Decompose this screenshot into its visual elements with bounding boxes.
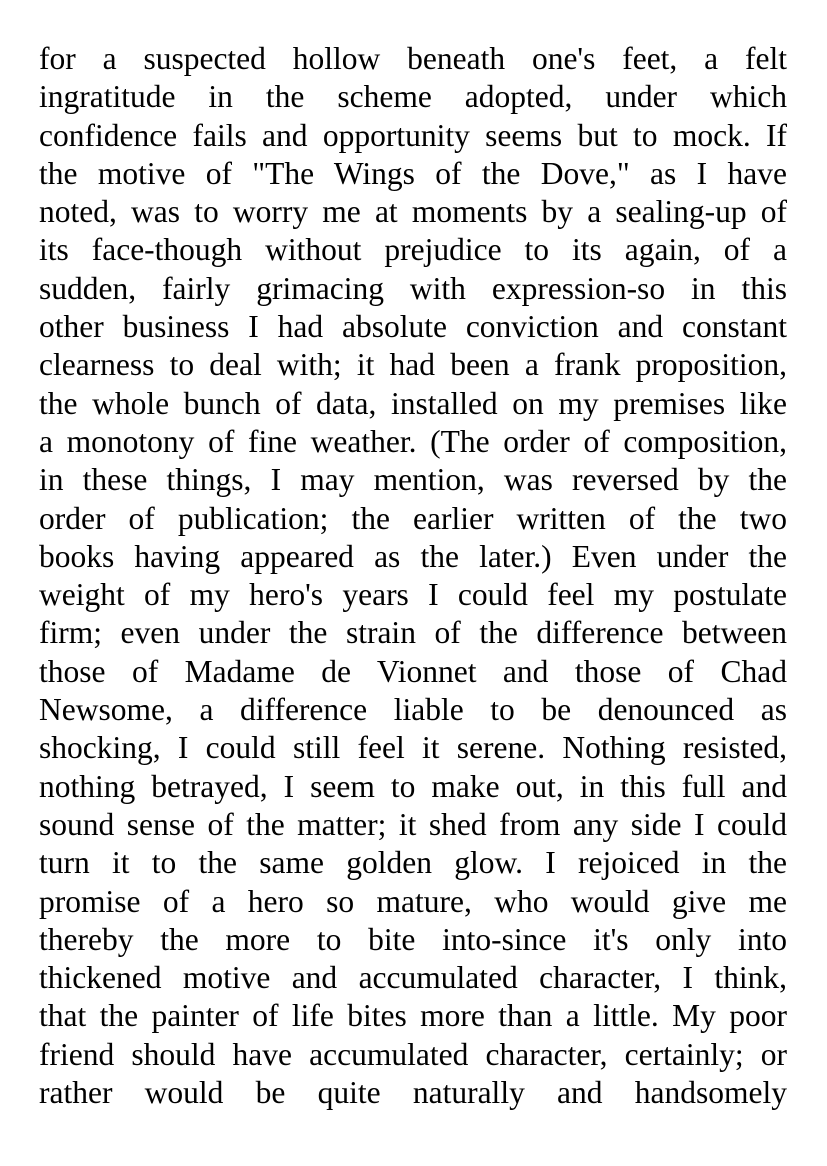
text-line: other business I had absolute conviction and constant xyxy=(39,309,787,345)
document-page xyxy=(39,40,787,1112)
text-line: books having appeared as the later.) Even under the xyxy=(39,538,787,574)
text-line: friend should have accumulated character, certainly; or xyxy=(39,1036,787,1072)
text-line: ingratitude in the scheme adopted, under which xyxy=(39,79,787,115)
text-line: firm; even under the strain of the difference between xyxy=(39,615,787,651)
text-line: for a suspected hollow beneath one's feet, a felt xyxy=(39,41,787,76)
text-line: order of publication; the earlier written of the two xyxy=(39,500,787,536)
text-line: thickened motive and accumulated character, I think, xyxy=(39,960,787,996)
text-line: promise of a hero so mature, who would give me xyxy=(39,883,787,919)
text-line: its face-though without prejudice to its again, of a xyxy=(39,232,787,268)
text-line: that the painter of life bites more than a little. My poor xyxy=(39,998,787,1034)
text-line: Newsome, a difference liable to be denounced as xyxy=(39,692,787,728)
text-line: clearness to deal with; it had been a frank proposition, xyxy=(39,347,787,383)
text-line: sudden, fairly grimacing with expression-so in this xyxy=(39,270,787,306)
text-line: sound sense of the matter; it shed from any side I could xyxy=(39,806,787,842)
text-line: weight of my hero's years I could feel my postulate xyxy=(39,577,787,613)
text-line: rather would be quite naturally and handsomely xyxy=(39,1075,787,1111)
text-line: turn it to the same golden glow. I rejoiced in the xyxy=(39,845,787,881)
text-line: the motive of "The Wings of the Dove," as I have xyxy=(39,155,787,191)
text-line: the whole bunch of data, installed on my premises like xyxy=(39,385,787,421)
text-line: those of Madame de Vionnet and those of Chad xyxy=(39,653,787,689)
text-line: in these things, I may mention, was reversed by the xyxy=(39,462,787,498)
text-line: shocking, I could still feel it serene. Nothing resisted, xyxy=(39,730,787,766)
text-line: nothing betrayed, I seem to make out, in this full and xyxy=(39,768,787,804)
text-line: thereby the more to bite into-since it's only into xyxy=(39,921,787,957)
text-line: a monotony of fine weather. (The order of composition, xyxy=(39,423,787,459)
text-line: confidence fails and opportunity seems but to mock. If xyxy=(39,117,787,153)
text-line: noted, was to worry me at moments by a sealing-up of xyxy=(39,194,787,230)
